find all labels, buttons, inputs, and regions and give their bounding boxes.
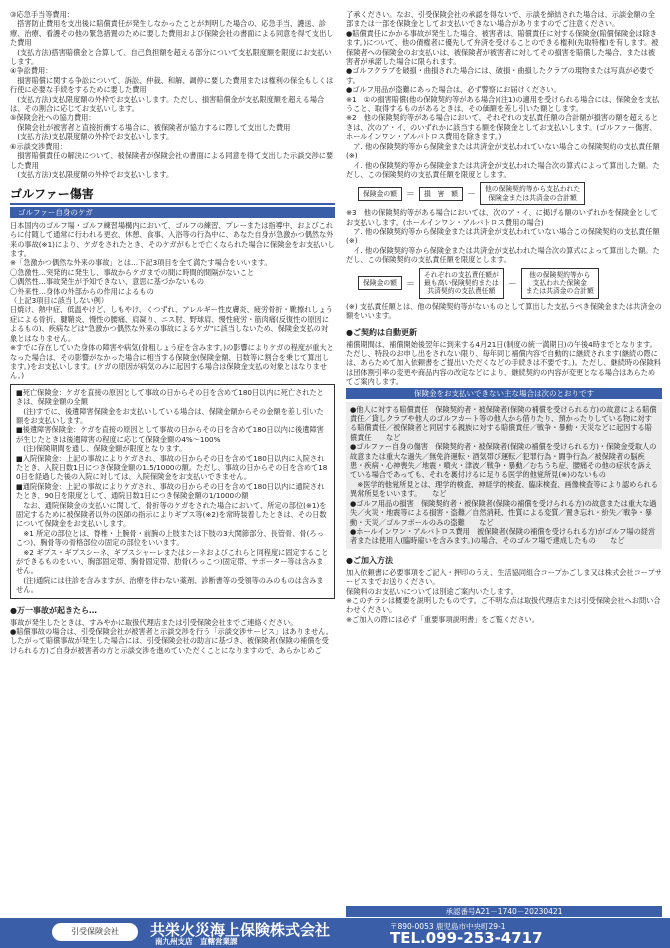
- liability-note: (※) 支払責任額とは、他の保険契約等がないものとして算出した支払うべき保険金または共済金の額をいいます。: [346, 301, 662, 321]
- exclusion-injury: ●ゴルファー自身の傷害 保険契約者・被保険者(保険の補償を受けられる方)・保険金受取人の故意または重大な過失／無免許運転・酒気帯び運転／犯罪行為・闘争行為／被保険者の脳疾患・疾病・心神喪失／地震・噴火・津波／戦争・暴動／むちうち症、腰痛その他の症状を訴えている場合であっても、それを裏付けるに足りる医学的他覚所見(※)のないもの ※医学的他覚所見とは、理学的検査、神経学的検査、臨床検査、画像検査等により認められる異常所見をいいます。 など: [350, 442, 658, 499]
- how-to-join-text: 加入依頼書に必要事項をご記入・押印のうえ、生活協同組合コープかごしま又は株式会社コープサービスまでお送りください。 保険料のお支払いについては別途ご案内いたします。 ※このチラシは概要を説明したものです。ご不明な点は取扱代理店または引受保険会社へお問い合わせください。 ※ご加入の際には必ず「重要事項説明書」をご覧ください。: [346, 567, 662, 624]
- formula-2: [358, 268, 662, 299]
- item-3-first-aid: ③応急手当等費用： 搭害防止費用を支出後に賠償責任が発生しなかったことが判明した場合の、応急手当、護送、診療、治療、看護その他の緊急措置のために要した費用および保険会社の書面による同意を得て支出した費用 (支払方法)搭害賠償金と合算して、自己負担額を超える部分について支払限度額を限度にお支払いします。: [10, 10, 334, 67]
- equals-sign: ＝: [405, 279, 415, 290]
- branch-name: 南九州支店 直轄営業課: [155, 937, 238, 946]
- formula-1-loss: 損 害 額: [419, 187, 463, 201]
- disability-benefit: ■後遺障害保険金：ケガを直接の原因として事故の日からその日を含めて180日以内に後遺障害が生じたときは後遺障害の程度に応じて保険金額の4%～100% (注)保険期間を通し、保険金額が限度となります。: [16, 425, 324, 454]
- formula-2-max: それぞれの支払責任額が 最も高い保険契約または 共済契約の支払責任額: [419, 268, 504, 299]
- approval-number: 承認番号A21－1740－20230421: [346, 906, 662, 917]
- formula-2-other: 他の保険契約等から 支払われた保険金 または共済金の合計額: [521, 268, 599, 299]
- item-5-cooperation: ⑤保険会社への協力費用： 保険会社が被害者と直接折衝する場合に、被保険者が協力するに際して支出した費用 (支払方法)支払限度額の外枠でお支払いします。: [10, 113, 291, 142]
- minus-sign: －: [507, 279, 517, 290]
- auto-renewal-title: ● ご契約は自動更新: [346, 327, 662, 338]
- golfer-injury-intro: 日本国内のゴルフ場・ゴルフ練習場構内において、ゴルフの練習、プレーまたは指導中、およびこれらに付随して通常に行われる更衣、休憩、食事、入浴等の行為中に、あなた自身が急激かつ偶然な外来の事故(※1)により、ケガをされたとき、そのケガがもとで亡くなられた場合に保険金をお支払いします。 ※「急激かつ偶然な外来の事故」とは…下記3項目を全て満たす場合をいいます。 〇急激性…突発的に発生し、事故からケガまでの間に時間的間隔がないこと 〇偶然性…事故発生が予知できない、意思に基づかないもの 〇外来性…身体の外部からの作用によるもの （上記3項目に該当しない例） 日焼け、熱中症、低温やけど、しもやけ、くつずれ、アレルギー性皮膚炎、疲労骨折・靴擦れしょう症による骨折、腱鞘炎、慢性の腰痛、肩凝り、ニス肘、野球肩、慢性疲労・筋肉痛(反復性の原因によるもの)、疾病などは"急激かつ偶然な外来の事故によるケガ"に該当しないため、保険金支払の対象とはなりません。 ※すでに存在していた身体の障害や病気(骨粗しょう症を含みます。)の影響によりケガの程度が重大となった場合は、その影響がなかった場合に相当する保険金(保険金額、日数等に割合を乗じて算出します。)をお支払いします。(ケガの原因が病気のみに起因する場合は保険金支払の対象とはなりません。): [10, 220, 335, 381]
- formula-1-other: 他の保険契約等から支払われた 保険金または共済金の合計額: [480, 182, 585, 205]
- phone-number[interactable]: TEL.099-253-4717: [390, 929, 543, 947]
- exclusions-box: [346, 402, 662, 549]
- company-name: 共栄火災海上保険株式会社: [150, 921, 331, 939]
- underwriter-badge: 引受保険会社: [52, 923, 138, 941]
- exclusion-liability: ●他人に対する賠償責任 保険契約者・被保険者(保険の補償を受けられる方)の故意による賠償責任／貸しクラブや他人のゴルフカート等の他人から借りたり、預かったりしている物に対する賠償責任／被保険者と同居する親族に対する賠償責任／戦争・暴動・天災などに起因する賠償責任 など: [350, 404, 657, 442]
- golfer-injury-title: ゴルファー傷害: [10, 187, 94, 202]
- benefits-box: [10, 384, 335, 599]
- right-column: [346, 10, 662, 624]
- how-to-join-title: ● ご加入方法: [346, 555, 662, 566]
- note-3: ※3 他の保険契約等がある場合においては、次のア・イ、に掲げる額のいずれかを保険金としてお支払いします。(ホールインワン・アルバトロス費用の場合) ア. 他の保険契約等から保険金または共済金が支払われていない場合この保険契約の支払責任額(※) イ. 他の保険契約等から保険金または共済金が支払われた場合次の算式によって算出した額。ただし、この保険契約の支払責任額を限度とします。: [346, 208, 660, 265]
- company-address: 〒890-0053 鹿児島市中央町29-1: [390, 922, 506, 931]
- hospital-benefit: ■入院保険金：上記の事故によりケガされ、事故の日からその日を含めて180日以内に入院されたとき、入院日数1日につき保険金額の1.5/1000の額。ただし、事故の日からその日を含めて180日を経過した後の入院に対しては、入院保険金をお支払いできません。: [16, 453, 328, 482]
- equals-sign: ＝: [405, 190, 415, 201]
- death-benefit: ■死亡保険金：ケガを直接の原因として事故の日からその日を含めて180日以内に死亡されたときは、保険金額の全額 (注)すでに、後遺障害保険金をお支払いしている場合は、保険金額からその金額を差し引いた額をお支払いします。: [16, 387, 324, 425]
- title-rule: [10, 203, 335, 205]
- formula-1: [358, 182, 662, 205]
- exclusion-golf-goods: ●ゴルフ用品の損害 保険契約者・被保険者(保険の補償を受けられる方)の故意または重大な過失／火災・地震等による損害・盗難／自然消耗、性質による変質／置き忘れ・紛失／戦争・暴動・天災／ゴルフボールのみの盗難 など: [350, 498, 657, 527]
- exclusions-bar: 保険金をお支払いできない主な場合は次のとおりです: [346, 388, 662, 399]
- footer: [0, 918, 670, 948]
- accident-continued: 了承ください。なお、引受保険会社の承認を得ないで、示談を締結された場合は、示談金額の全部または一部を保険金としてお支払いできない場合がありますのでご注意ください。 ●賠償責任にかかる事故が発生した場合、被害者は、賠償責任に対する保険金(賠償保険金は除きます。)について、他の債権者に優先して弁済を受けることのできる権利(先取特権)を有します。被保険者への保険金のお支払いは、被保険者が被害者に対してその損害を賠償した場合、または被害者が承諾した場合に限られます。 ●ゴルフクラブを破損・曲損された場合には、破損・曲損したクラブの現物または写真が必要です。 ●ゴルフ用品が盗難にあった場合は、必ず警察にお届けください。 ※1 ①の損害賠償(他の保険契約等がある場合)(注1)の適用を受けられる場合には、保険金を支払うこと、取得するものがあるときは、その価額を差し引いた額とします。 ※2 他の保険契約等がある場合において、それぞれの支払責任額の合計額が損害の額を超えるときは、次のア・イ、のいずれかに該当する額を保険金としてお支払いします。(ゴルファー傷害、ホールインワン・アルバトロス費用を除きます。) ア. 他の保険契約等から保険金または共済金が支払われていない場合この保険契約の支払責任額(※) イ. 他の保険契約等から保険金または共済金が支払われた場合次の算式によって算出した額。ただし、この保険契約の支払責任額を限度とします。: [346, 10, 660, 179]
- golfer-injury-bar: ゴルファー自身のケガ: [10, 207, 335, 218]
- auto-renewal-text: 補償期間は、補償開始後翌年に到来する4月21日(制度の統一満期日)の午後4時までとなります。ただし、特段のお申し出をされない限り、毎年同じ補償内容で自動的に継続されます(継続の際には、あらためて加入依頼書をご提出いただくなどの手続きは不要です。)。ただし、継続時の保険料は団体割引率の変更や商品内容の改定などにより、継続契約の内容が変更となる場合はあらためてご案内します。: [346, 339, 661, 387]
- item-4-litigation: ④争訟費用： 損害賠償に関する争訟について、訴訟、仲裁、和解、調停に要した費用または権利の保全もしくは行使に必要な手続をするために要した費用 (支払方法)支払限度額の外枠でお支払いします。ただし、損害賠償金が支払限度額を超える場合は、その割合に応じてお支払いします。: [10, 66, 334, 114]
- formula-2-lhs: 保険金の額: [358, 276, 402, 290]
- accident-title: ● 万一事故が起きたら…: [10, 605, 335, 616]
- minus-sign: －: [466, 190, 476, 201]
- accident-text: 事故が発生したときは、すみやかに取扱代理店または引受保険会社までご連絡ください。 ●賠償事故の場合は、引受保険会社が被害者と示談交渉を行う「示談交渉サービス」はありません。したがって賠償事故が発生した場合には、引受保険会社の助言に基づき、被保険者(保険の補償を受けられる方)ご自身が被害者の方と示談交渉を進めていただくことになりますので、あらかじめご: [10, 617, 333, 655]
- left-column: [10, 10, 335, 655]
- exclusion-hole-in-one: ●ホールインワン・アルバトロス費用 被保険者(保険の補償を受けられる方)がゴルフ場の経営者または使用人(臨時雇いを含みます。)の場合、そのゴルフ場で達成したもの など: [350, 526, 656, 546]
- item-6-settlement: ⑥示談交渉費用： 損害賠償責任の解決について、被保険者が保険会社の書面による同意を得て支出した示談交渉に要した費用 (支払方法)支払限度額の外枠でお支払いします。: [10, 141, 334, 179]
- formula-1-lhs: 保険金の額: [358, 187, 402, 201]
- outpatient-benefit: ■通院保険金：上記の事故によりケガされ、事故の日からその日を含めて180日以内に通院されたとき、90日を限度として、通院日数1日につき保険金額の1/1000の額 なお、通院保険金の支払いに関して、骨折等のケガをされた場合において、所定の部位(※1)を固定するために被保険者以外の医師の指示によりギプス等(※2)を常時装着したときは、その日数について保険金をお支払いします。 ※1 所定の部位とは、脊椎・上腕骨・前腕の上肢または下肢の3大関節部分、長管骨、骨(ろっこつ)、胸骨等の骨格部位の固定の部位をいいます。 ※2 ギプス・ギプスシーネ、ギプスシャーレまたはシーネおよびこれらと同程度に固定することができるものをいい、胸部固定帯、胸骨固定帯、肋骨(ろっこつ)固定帯、サポーター等は含みません。 (注)通院には往診を含みますが、治療を伴わない薬剤、診断書等の受領等のみのものは含みません。: [16, 481, 329, 595]
